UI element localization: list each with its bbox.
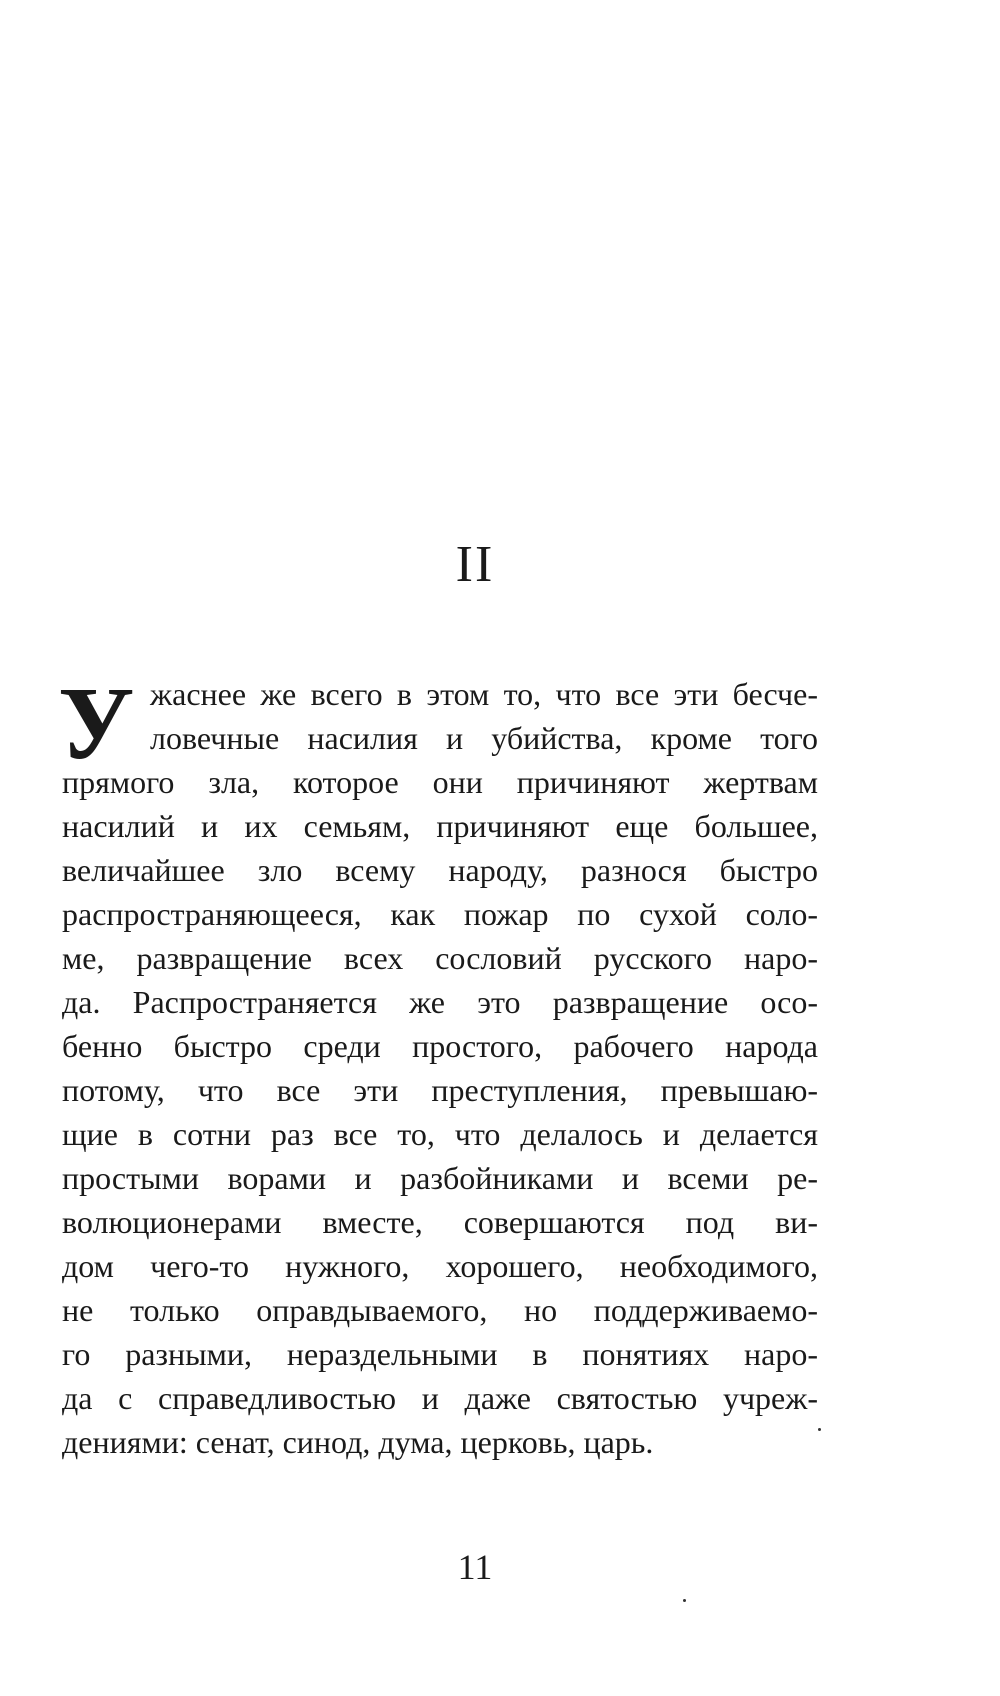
text-line: да. Распространяется же это развращение осо- <box>62 984 818 1020</box>
scan-speck <box>818 1428 821 1431</box>
text-line: прямого зла, которое они причиняют жертвам <box>62 764 818 800</box>
text-line: волюционерами вместе, совершаются под ви- <box>62 1204 818 1240</box>
text-line: ме, развращение всех сословий русского наро- <box>62 940 818 976</box>
drop-cap: У <box>58 666 135 781</box>
scan-speck <box>683 1599 686 1602</box>
text-line: дениями: сенат, синод, дума, церковь, царь. <box>62 1424 654 1460</box>
page-number: 11 <box>457 1547 493 1587</box>
text-line: величайшее зло всему народу, разнося быстро <box>62 852 818 888</box>
text-line: го разными, нераздельными в понятиях наро- <box>62 1336 818 1372</box>
chapter-heading: II <box>455 536 495 593</box>
text-line: да с справедливостью и даже святостью учреж- <box>62 1380 818 1416</box>
text-line: не только оправдываемого, но поддерживаемо- <box>62 1292 818 1328</box>
text-line: насилий и их семьям, причиняют еще большее, <box>62 808 818 844</box>
text-line: бенно быстро среди простого, рабочего народа <box>62 1028 818 1064</box>
text-line: ловечные насилия и убийства, кроме того <box>150 720 818 756</box>
text-line: распространяющееся, как пожар по сухой соло- <box>62 896 818 932</box>
text-line: жаснее же всего в этом то, что все эти бесче- <box>150 676 818 712</box>
text-line: простыми ворами и разбойниками и всеми ре- <box>62 1160 818 1196</box>
text-line: щие в сотни раз все то, что делалось и делается <box>62 1116 818 1152</box>
text-line: дом чего-то нужного, хорошего, необходимого, <box>62 1248 818 1284</box>
text-line: потому, что все эти преступления, превышаю- <box>62 1072 818 1108</box>
